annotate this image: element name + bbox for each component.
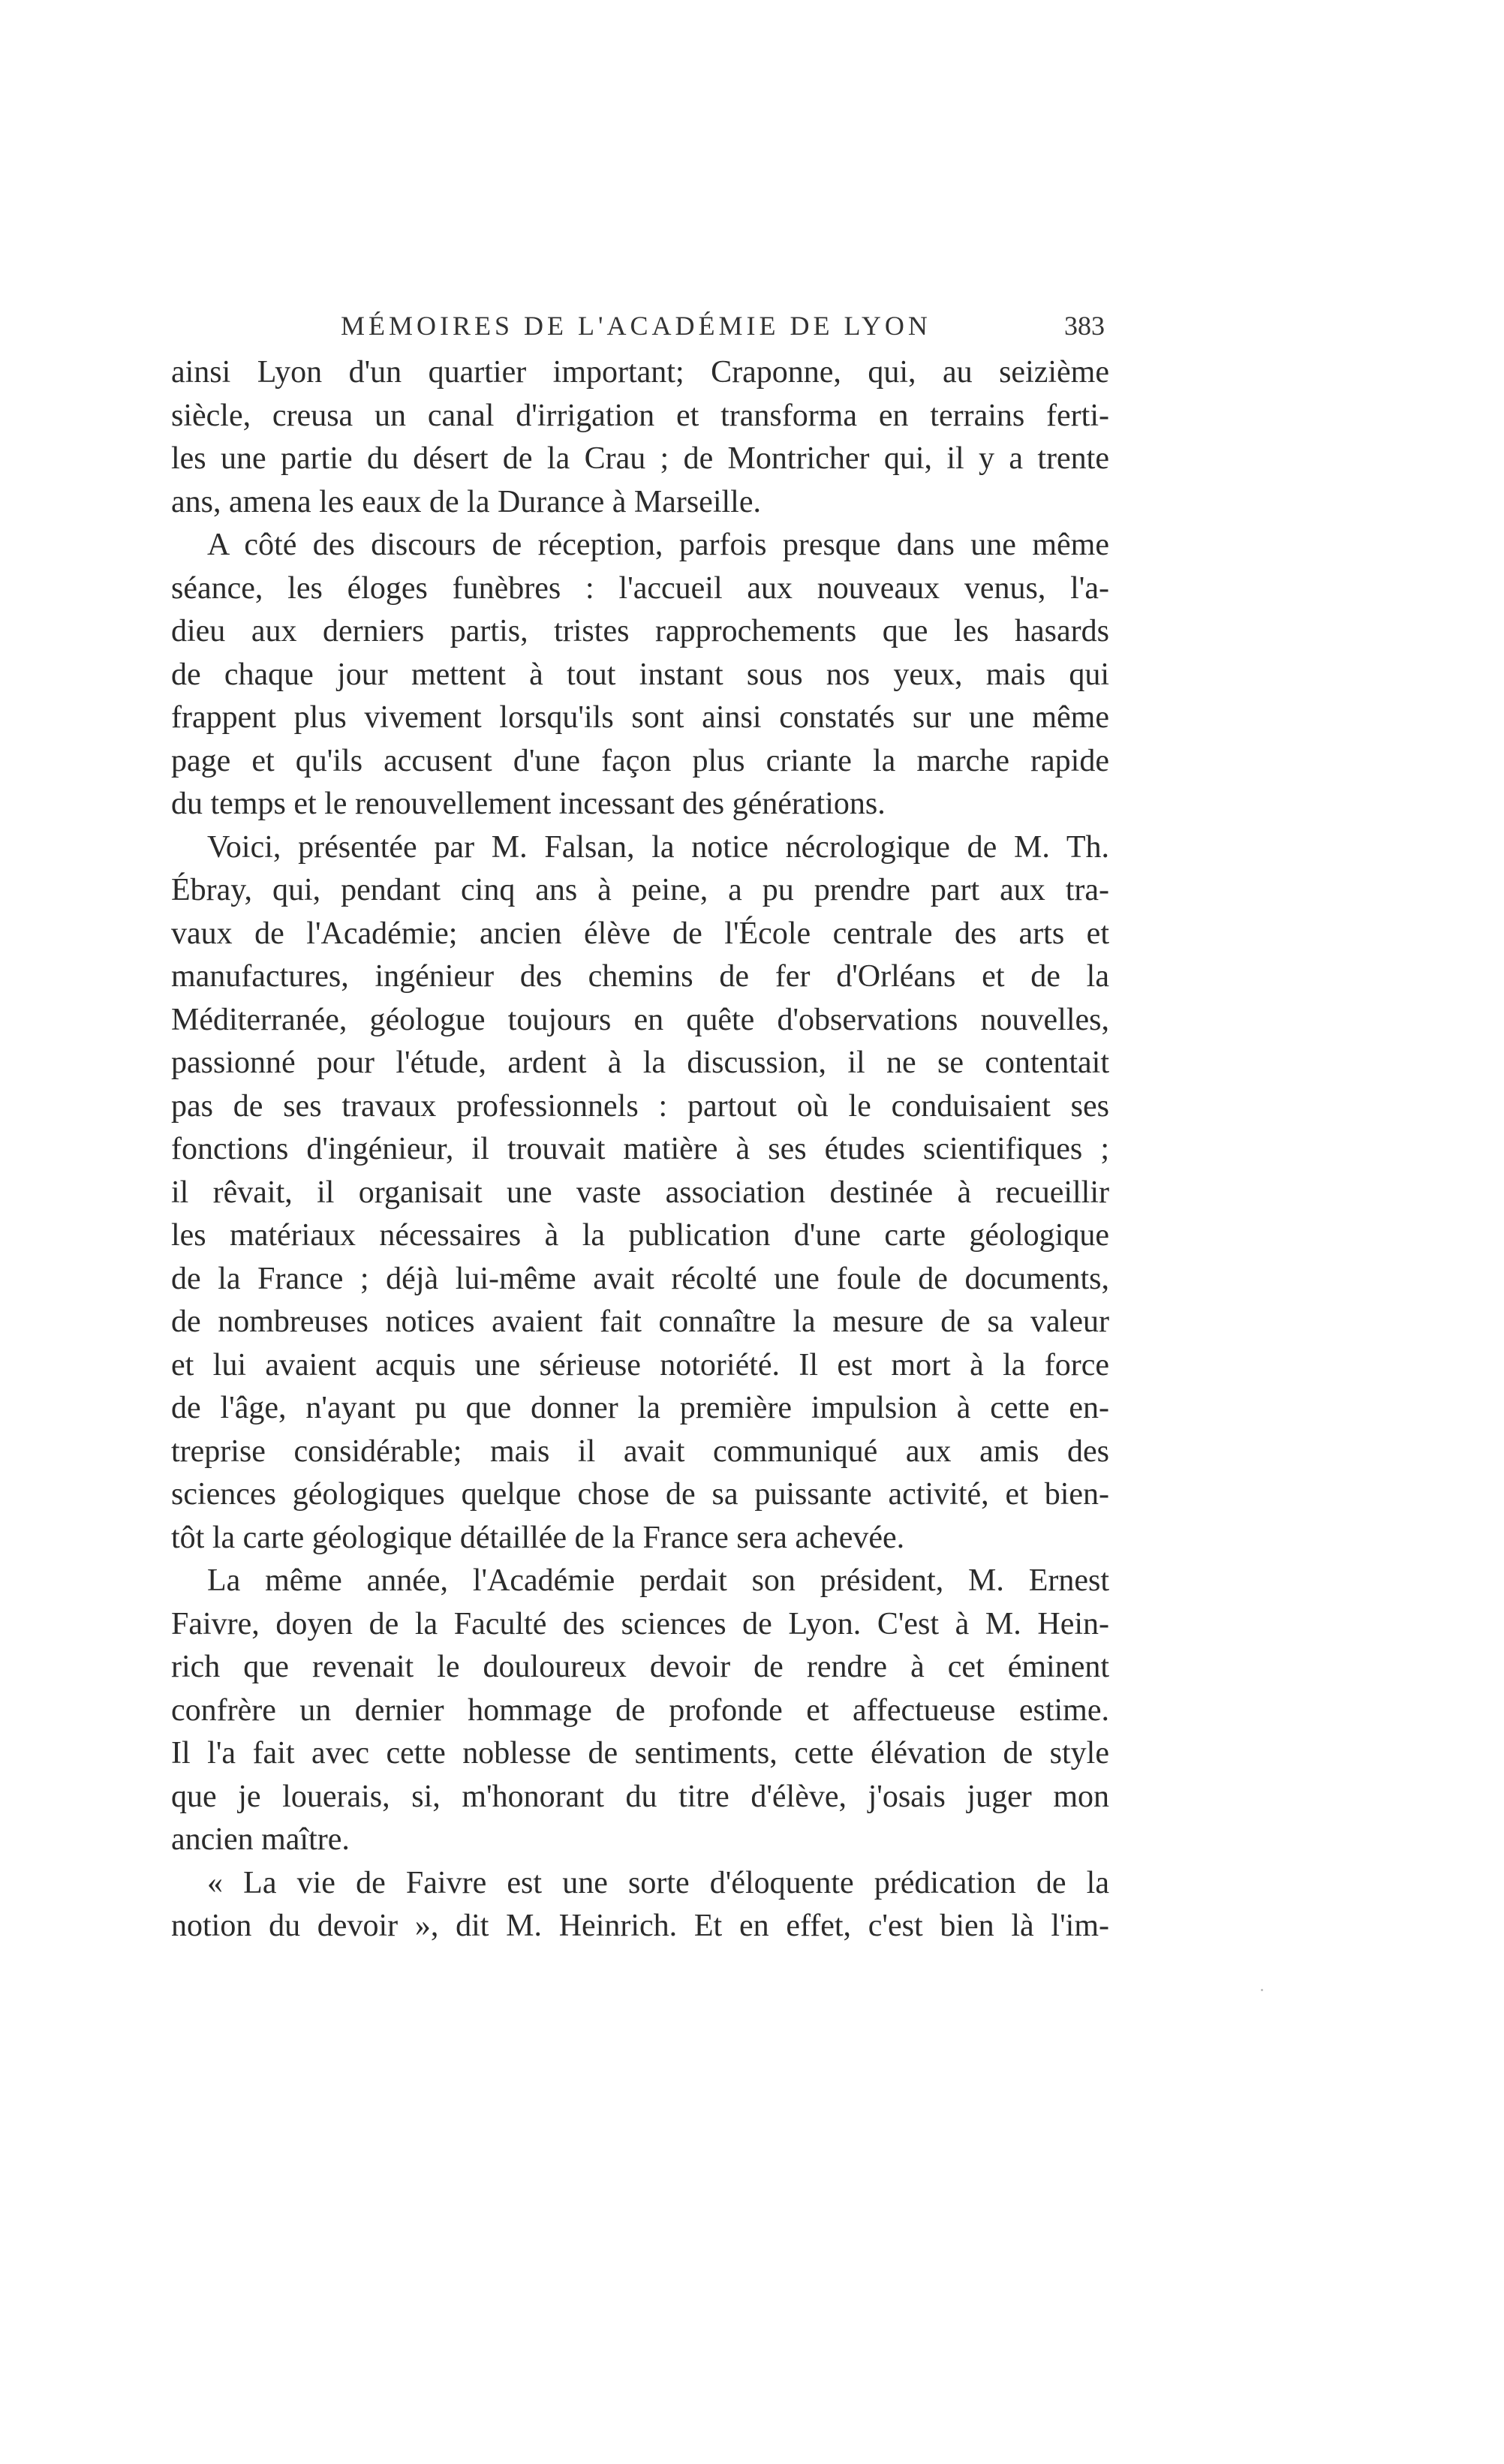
text-line: dieu aux derniers partis, tristes rapprochements que les hasards bbox=[171, 614, 1109, 648]
text-line: ancien maître. bbox=[171, 1822, 350, 1857]
text-line: Voici, présentée par M. Falsan, la notice nécrologique de M. Th. bbox=[207, 829, 1109, 865]
text-line: A côté des discours de réception, parfois presque dans une même bbox=[207, 528, 1109, 562]
text-line: sciences géologiques quelque chose de sa puissante activité, et bien- bbox=[171, 1477, 1109, 1512]
text-line: frappent plus vivement lorsqu'ils sont ainsi constatés sur une même bbox=[171, 700, 1109, 735]
text-line: du temps et le renouvellement incessant des générations. bbox=[171, 787, 886, 821]
text-line: treprise considérable; mais il avait communiqué aux amis des bbox=[171, 1434, 1109, 1469]
text-line: que je louerais, si, m'honorant du titre d'élève, j'osais juger mon bbox=[171, 1779, 1109, 1814]
text-line: page et qu'ils accusent d'une façon plus criante la marche rapide bbox=[171, 743, 1109, 778]
text-line: de chaque jour mettent à tout instant sous nos yeux, mais qui bbox=[171, 657, 1109, 692]
paragraph-5 bbox=[171, 1862, 1109, 1948]
text-line: manufactures, ingénieur des chemins de fer d'Orléans et de la bbox=[171, 959, 1109, 994]
text-line: Il l'a fait avec cette noblesse de sentiments, cette élévation de style bbox=[171, 1736, 1109, 1771]
text-line: fonctions d'ingénieur, il trouvait matière à ses études scientifiques ; bbox=[171, 1132, 1109, 1166]
text-line: de l'âge, n'ayant pu que donner la première impulsion à cette en- bbox=[171, 1391, 1109, 1425]
running-title: MÉMOIRES DE L'ACADÉMIE DE LYON bbox=[341, 311, 931, 341]
text-line: « La vie de Faivre est une sorte d'éloquente prédication de la bbox=[207, 1865, 1109, 1900]
text-line: Faivre, doyen de la Faculté des sciences de Lyon. C'est à M. Hein- bbox=[171, 1606, 1109, 1641]
text-line: siècle, creusa un canal d'irrigation et transforma en terrains ferti- bbox=[171, 398, 1109, 433]
body-text bbox=[171, 351, 1109, 1948]
text-line: tôt la carte géologique détaillée de la France sera achevée. bbox=[171, 1520, 905, 1555]
margin-speck bbox=[1261, 1989, 1263, 1991]
paragraph-2 bbox=[171, 524, 1109, 826]
paragraph-3 bbox=[171, 826, 1109, 1560]
text-line: les une partie du désert de la Crau ; de Montricher qui, il y a trente bbox=[171, 441, 1109, 476]
text-line: La même année, l'Académie perdait son président, M. Ernest bbox=[207, 1563, 1109, 1598]
text-line: confrère un dernier hommage de profonde et affectueuse estime. bbox=[171, 1692, 1109, 1728]
text-line: notion du devoir », dit M. Heinrich. Et en effet, c'est bien là l'im- bbox=[171, 1909, 1109, 1943]
text-line: et lui avaient acquis une sérieuse notoriété. Il est mort à la force bbox=[171, 1347, 1109, 1382]
text-line: Ébray, qui, pendant cinq ans à peine, a pu prendre part aux tra- bbox=[171, 873, 1109, 907]
text-line: rich que revenait le douloureux devoir de rendre à cet éminent bbox=[171, 1650, 1109, 1684]
text-line: il rêvait, il organisait une vaste association destinée à recueillir bbox=[171, 1175, 1109, 1210]
page-number: 383 bbox=[1064, 311, 1105, 341]
text-line: vaux de l'Académie; ancien élève de l'École centrale des arts et bbox=[171, 916, 1109, 951]
text-line: les matériaux nécessaires à la publication d'une carte géologique bbox=[171, 1218, 1109, 1253]
text-line: Méditerranée, géologue toujours en quête d'observations nouvelles, bbox=[171, 1002, 1109, 1037]
text-line: ainsi Lyon d'un quartier important; Craponne, qui, au seizième bbox=[171, 355, 1109, 390]
text-line: de la France ; déjà lui-même avait récolté une foule de documents, bbox=[171, 1261, 1109, 1296]
paragraph-1 bbox=[171, 351, 1109, 524]
page-header bbox=[171, 304, 1109, 349]
paragraph-4 bbox=[171, 1560, 1109, 1862]
text-line: de nombreuses notices avaient fait connaître la mesure de sa valeur bbox=[171, 1304, 1109, 1339]
text-line: passionné pour l'étude, ardent à la discussion, il ne se contentait bbox=[171, 1045, 1109, 1080]
text-line: ans, amena les eaux de la Durance à Marseille. bbox=[171, 484, 761, 519]
text-line: pas de ses travaux professionnels : partout où le conduisaient ses bbox=[171, 1088, 1109, 1124]
text-line: séance, les éloges funèbres : l'accueil aux nouveaux venus, l'a- bbox=[171, 570, 1109, 606]
